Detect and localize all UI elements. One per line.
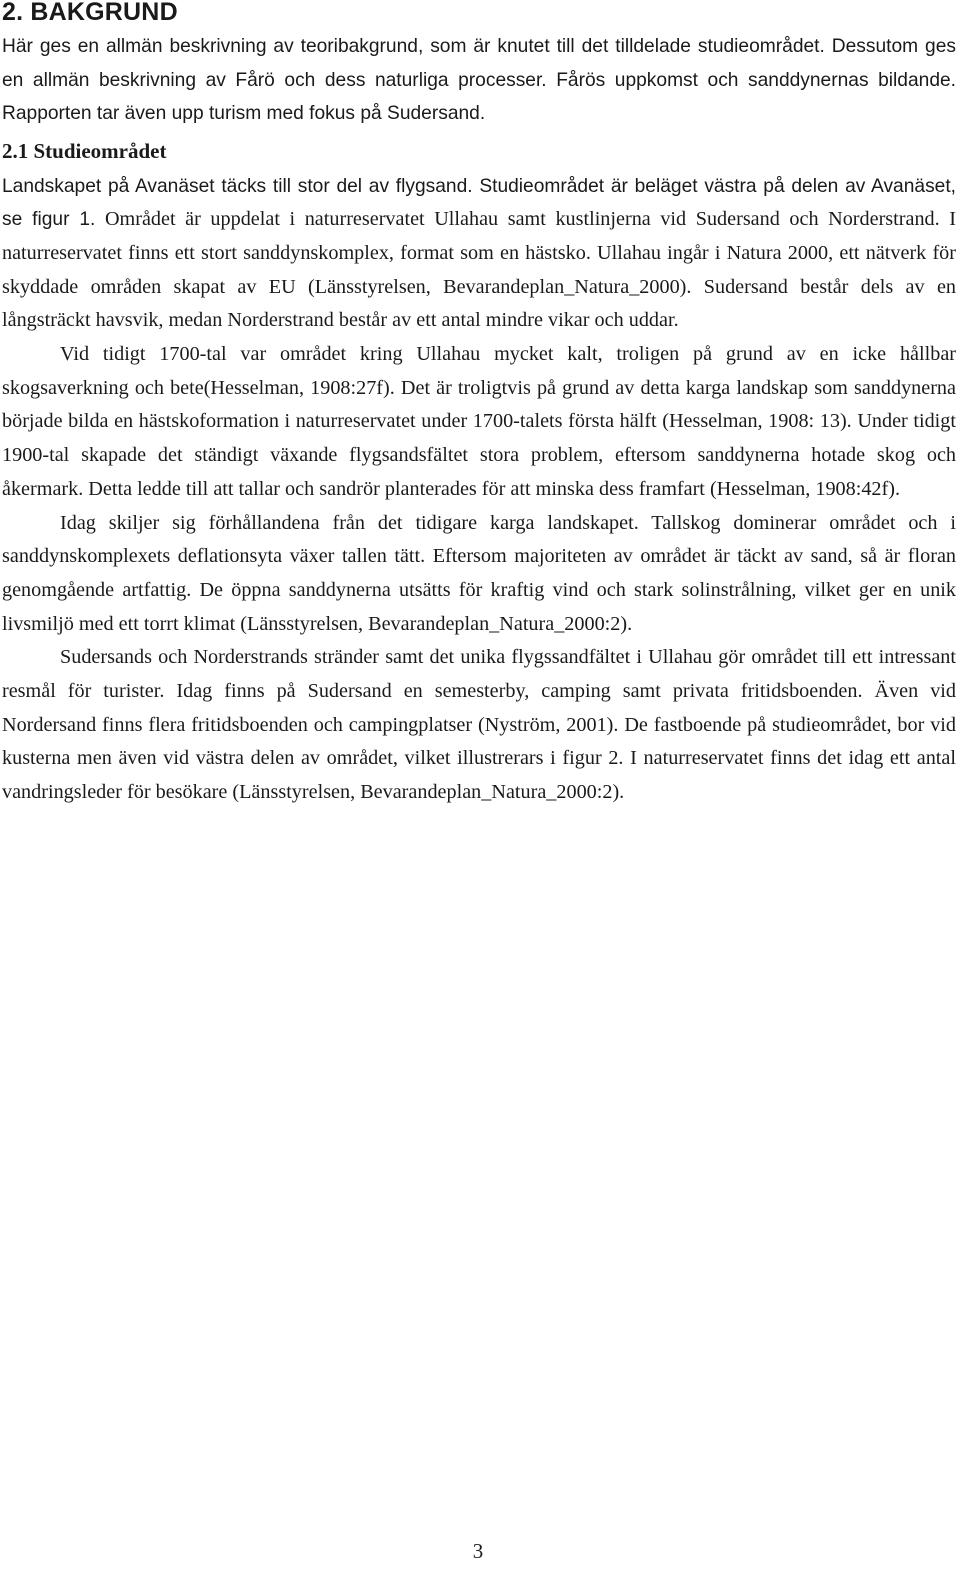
paragraph-1-serif-run: Området är uppdelat i naturreservatet Ullahau samt kustlinjerna vid Sudersand och Norderstrand. I naturreservatet finns ett stort sanddynskomplex, format som en hästsko. Ullahau ingår i Natura 2000, ett nätverk för skyddade områden skapat av EU (Länsstyrelsen, Bevarandeplan_Natura_2000). Sudersand består dels av en långsträckt havsvik, medan Norderstrand består av ett antal mindre vikar och uddar.: [2, 208, 957, 332]
section-heading: 2.1 Studieområdet: [2, 138, 167, 163]
page-number: 3: [472, 1539, 484, 1563]
paragraph-1-sans-run: Landskapet på Avanäset täcks till stor del av flygsand. Studieområdet är beläget västra på delen av Avanäset, se figur 1.: [2, 175, 956, 231]
intro-paragraph: Här ges en allmän beskrivning av teoribakgrund, som är knutet till det tilldelade studieområdet. Dessutom ges en allmän beskrivning av Fårö och dess naturliga processer. Fårös uppkomst och sanddynernas bildande. Rapporten tar även upp turism med fokus på Sudersand.: [2, 36, 956, 124]
section-paragraph-3: Idag skiljer sig förhållandena från det tidigare karga landskapet. Tallskog dominerar området och i sanddynskomplexets deflationsyta växer tallen tätt. Eftersom majoriteten av området är täckt av sand, så är floran genomgående artfattig. De öppna sanddynerna utsätts för kraftig vind och stark solinstrålning, vilket ger en unik livsmiljö med ett torrt klimat (Länsstyrelsen, Bevarandeplan_Natura_2000:2).: [2, 511, 956, 635]
section-paragraph-4: Sudersands och Norderstrands stränder samt det unika flygssandfältet i Ullahau gör området till ett intressant resmål för turister. Idag finns på Sudersand en semesterby, camping samt privata fritidsboenden. Även vid Nordersand finns flera fritidsboenden och campingplatser (Nyström, 2001). De fastboende på studieområdet, bor vid kusterna men även vid västra delen av området, vilket illustrerars i figur 2. I naturreservatet finns det idag ett antal vandringsleder för besökare (Länsstyrelsen, Bevarandeplan_Natura_2000:2).: [2, 646, 956, 804]
section-paragraph-1: [2, 170, 956, 339]
chapter-heading: 2. BAKGRUND: [2, 0, 178, 26]
section-paragraph-2: Vid tidigt 1700-tal var området kring Ullahau mycket kalt, troligen på grund av en icke hållbar skogsaverkning och bete(Hesselman, 1908:27f). Det är troligtvis på grund av detta karga landskap som sanddynerna började bilda en hästskoformation i naturreservatet under 1700-talets första hälft (Hesselman, 1908: 13). Under tidigt 1900-tal skapade det ständigt växande flygsandsfältet stora problem, eftersom sanddynerna hotade skog och åkermark. Detta ledde till att tallar och sandrör planterades för att minska dess framfart (Hesselman, 1908:42f).: [2, 343, 956, 500]
